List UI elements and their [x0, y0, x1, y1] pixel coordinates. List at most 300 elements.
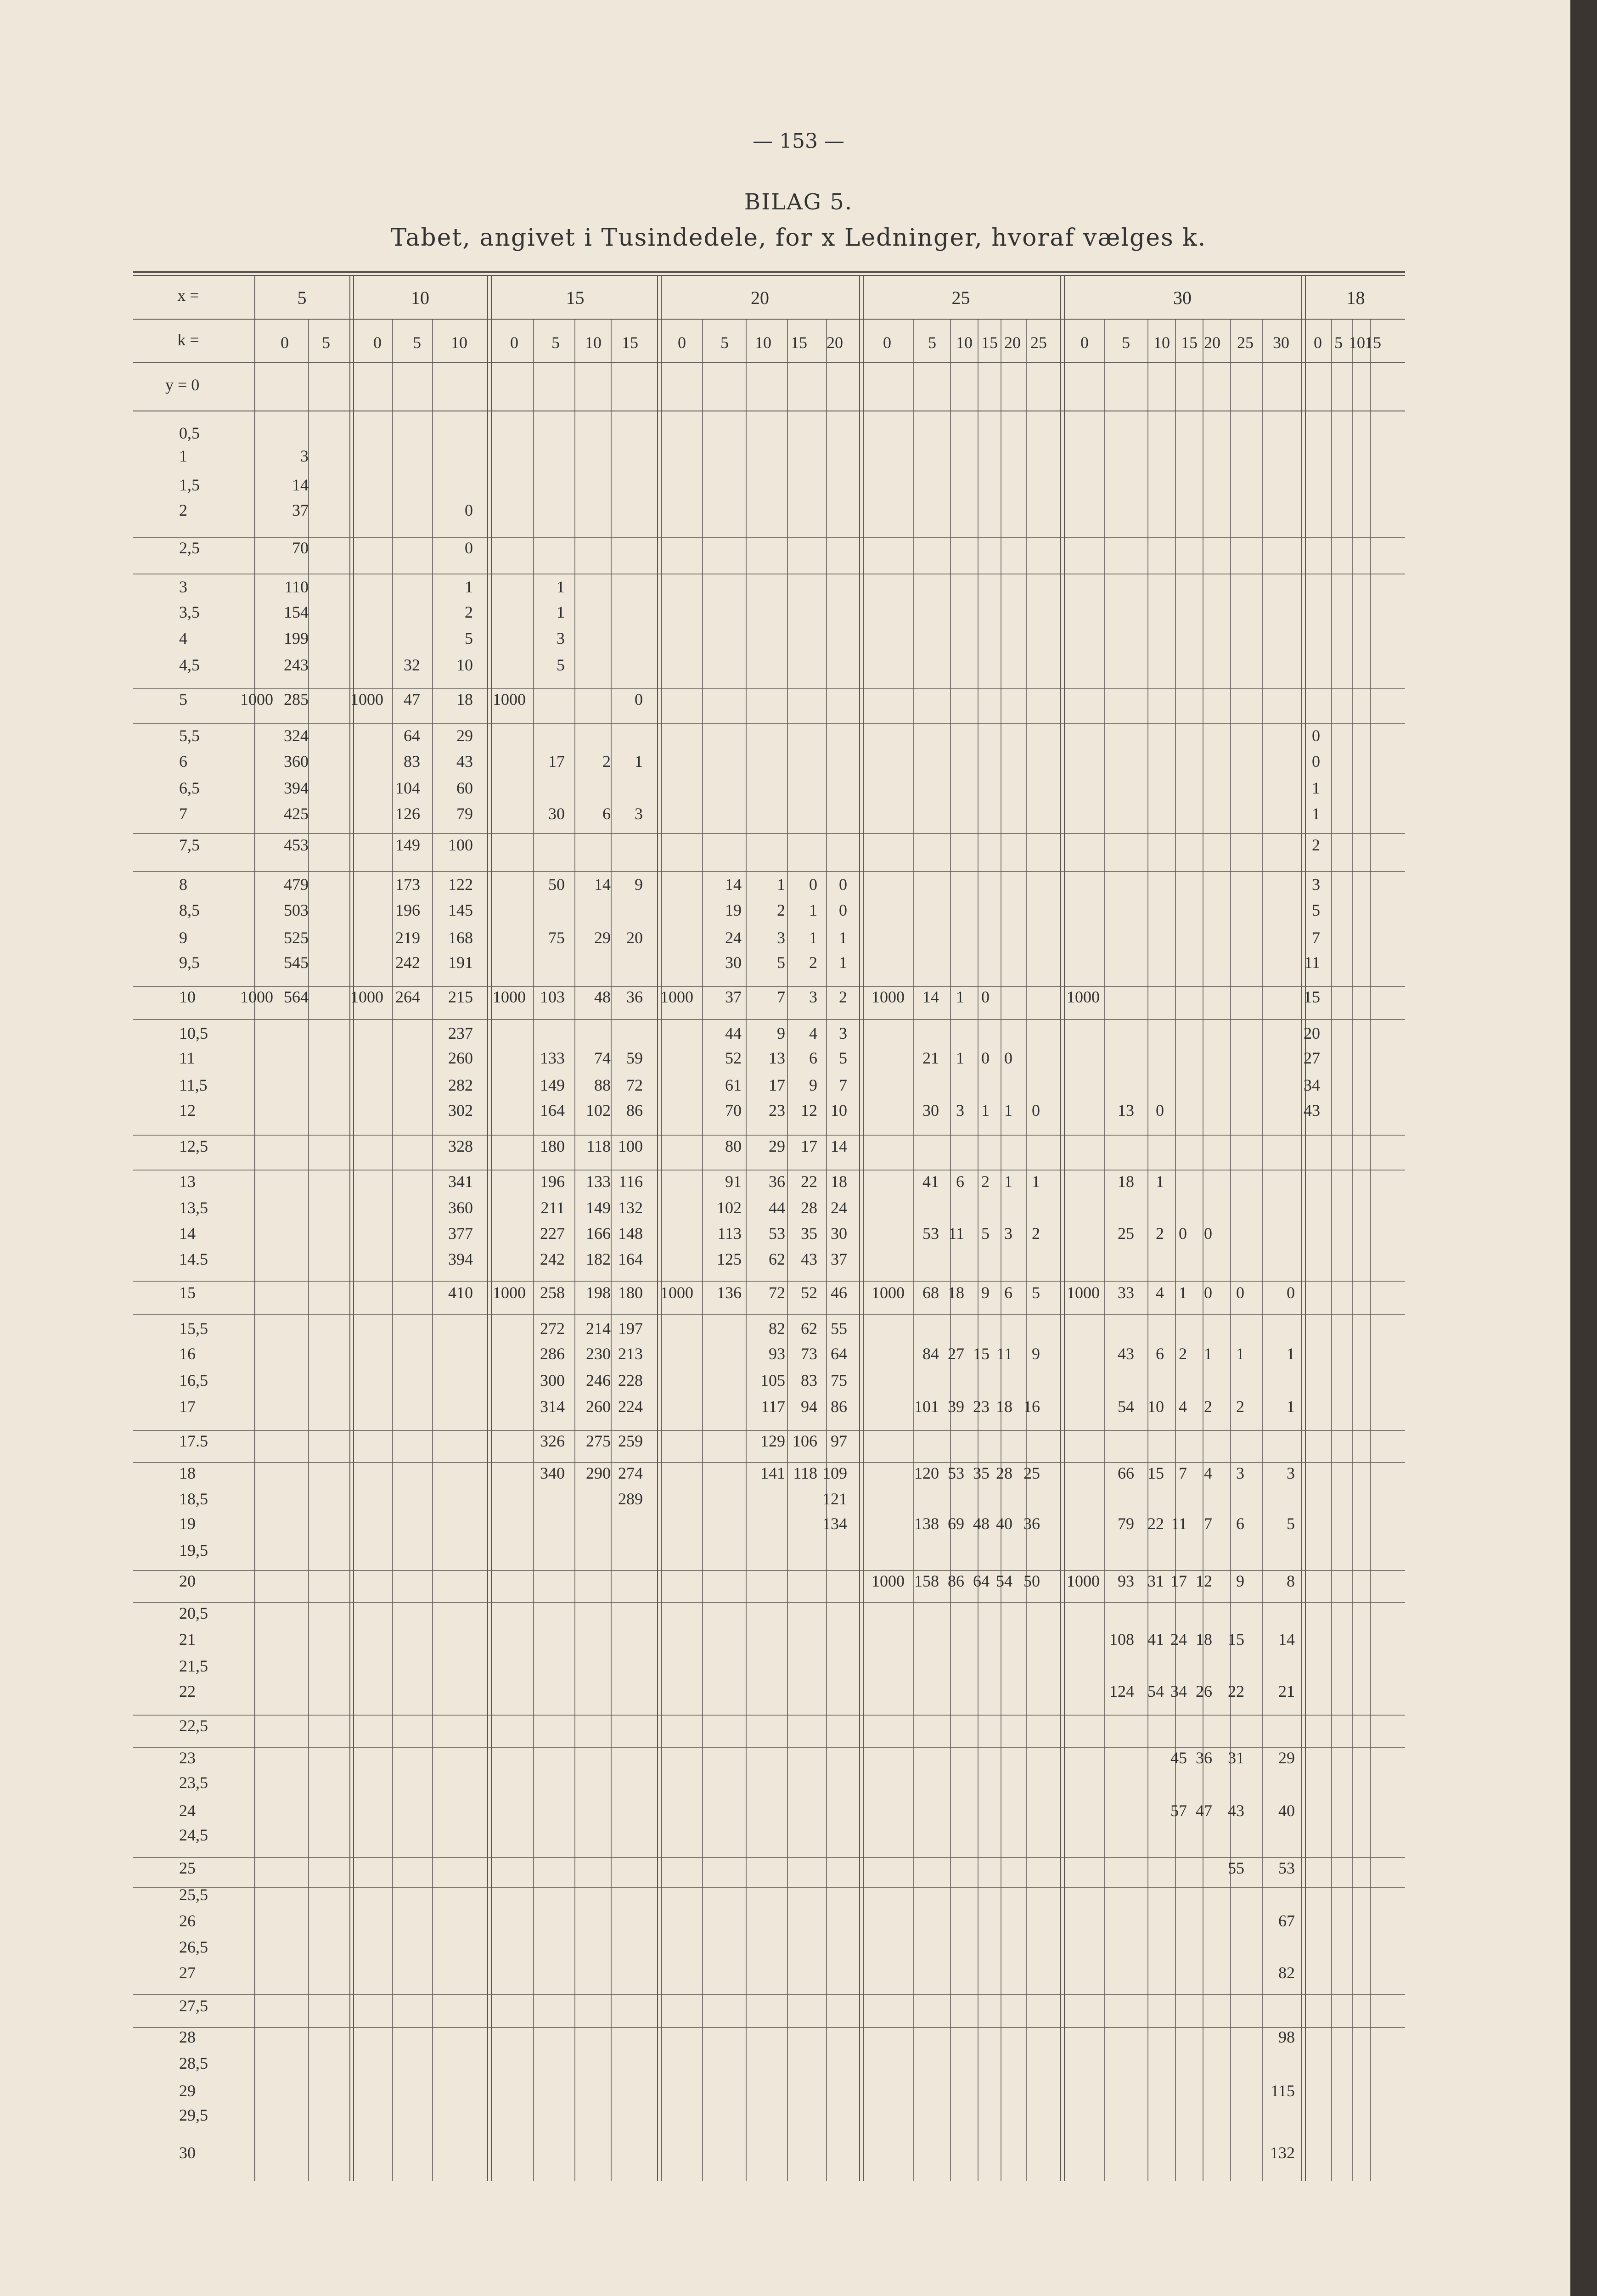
cell-y13-c10: 91 — [725, 1172, 742, 1191]
cell-y16-c12: 73 — [801, 1345, 817, 1363]
cell-y14-5-c4: 394 — [448, 1250, 473, 1268]
cell-y10-c10: 37 — [725, 988, 742, 1006]
cell-y13-c17: 2 — [981, 1172, 990, 1191]
cell-y15-c17: 9 — [981, 1283, 990, 1302]
cell-y11-c27: 27 — [1304, 1049, 1320, 1067]
cell-y13-c21: 18 — [1118, 1172, 1134, 1191]
k-value-x20-k5: 5 — [720, 333, 729, 352]
cell-y6-c3: 83 — [404, 752, 420, 771]
y-value-26-5: 26,5 — [179, 1938, 208, 1956]
cell-y16-c24: 1 — [1204, 1345, 1212, 1363]
cell-y8-5-c13: 0 — [839, 901, 847, 919]
cell-y25-c25: 55 — [1228, 1859, 1244, 1877]
cell-y12-5-c6: 180 — [540, 1137, 565, 1155]
cell-y24-c25: 43 — [1228, 1801, 1244, 1820]
cell-y18-c21: 66 — [1118, 1464, 1134, 1482]
cell-y17-c18: 18 — [996, 1397, 1012, 1416]
k-value-x25-k5: 5 — [928, 333, 936, 352]
cell-y8-c7: 14 — [594, 875, 611, 894]
cell-y11-c15: 21 — [922, 1049, 939, 1067]
cell-y13-5-c12: 28 — [801, 1199, 817, 1217]
cell-y14-c6: 227 — [540, 1224, 565, 1243]
cell-y16-c13: 64 — [831, 1345, 847, 1363]
x-value-x20: 20 — [751, 287, 769, 308]
cell-y17-5-c12: 106 — [793, 1432, 817, 1450]
cell-y10-c16: 1 — [956, 988, 964, 1006]
cell-y16-c17: 15 — [973, 1345, 990, 1363]
k-value-x30-k15: 15 — [1181, 333, 1198, 352]
cell-y4-5-c1: 243 — [284, 656, 309, 674]
cell-y10-c7: 48 — [594, 988, 611, 1006]
cell-y9-c12: 1 — [809, 929, 817, 947]
y-value-15: 15 — [179, 1283, 196, 1302]
cell-y14-5-c8: 164 — [618, 1250, 643, 1268]
y-value-18: 18 — [179, 1464, 196, 1482]
cell-y17-c16: 39 — [948, 1397, 964, 1416]
cell-y23-c24: 36 — [1196, 1749, 1212, 1767]
cell-y12-c21: 13 — [1118, 1101, 1134, 1120]
k-value-x18-k15: 15 — [1365, 333, 1381, 352]
cell-y10-5-c13: 3 — [839, 1024, 847, 1042]
cell-y13-c18: 1 — [1004, 1172, 1012, 1191]
cell-y13-c15: 41 — [922, 1172, 939, 1191]
cell-y11-c6: 133 — [540, 1049, 565, 1067]
cell-y3-c1: 110 — [284, 578, 309, 596]
cell-y17-c13: 86 — [831, 1397, 847, 1416]
cell-y14-c23: 0 — [1179, 1224, 1187, 1243]
cell-y10-c11: 7 — [777, 988, 785, 1006]
cell-y22-c23: 34 — [1170, 1682, 1187, 1700]
x-value-x25: 25 — [951, 287, 970, 308]
cell-y19-c13: 134 — [822, 1514, 847, 1533]
k-value-x25-k10: 10 — [956, 333, 973, 352]
y-value-27-5: 27,5 — [179, 1997, 208, 2015]
cell-y9-c1: 525 — [284, 929, 309, 947]
cell-y8-c12: 0 — [809, 875, 817, 894]
cell-y12-c27: 43 — [1304, 1101, 1320, 1120]
cell-y12-5-c13: 14 — [831, 1137, 847, 1155]
cell-y13-5-c6: 211 — [540, 1199, 565, 1217]
cell-y15-c9: 1000 — [660, 1283, 693, 1302]
cell-y10-5-c11: 9 — [777, 1024, 785, 1042]
y-value-25-5: 25,5 — [179, 1885, 208, 1904]
cell-y12-c15: 30 — [922, 1101, 939, 1120]
cell-y9-5-c10: 30 — [725, 953, 742, 972]
cell-y16-c18: 11 — [996, 1345, 1012, 1363]
cell-y8-5-c12: 1 — [809, 901, 817, 919]
cell-y18-c11: 141 — [760, 1464, 785, 1482]
cell-y29-c26: 115 — [1271, 2082, 1295, 2100]
y-value-6: 6 — [179, 752, 187, 771]
cell-y10-5-c4: 237 — [448, 1024, 473, 1042]
cell-y16-c26: 1 — [1287, 1345, 1295, 1363]
cell-y18-5-c13: 121 — [822, 1490, 847, 1508]
y-value-22: 22 — [179, 1682, 196, 1700]
k-label: k = — [177, 331, 199, 349]
cell-y20-c17: 64 — [973, 1572, 990, 1590]
k-value-x25-k0: 0 — [883, 333, 891, 352]
cell-y23-c26: 29 — [1278, 1749, 1295, 1767]
x-value-x18: 18 — [1346, 287, 1365, 308]
cell-y16-5-c12: 83 — [801, 1371, 817, 1390]
cell-y15-c19: 5 — [1032, 1283, 1040, 1302]
cell-y9-c10: 24 — [725, 929, 742, 947]
y-value-13-5: 13,5 — [179, 1199, 208, 1217]
cell-y13-c6: 196 — [540, 1172, 565, 1191]
cell-y8-5-c4: 145 — [448, 901, 473, 919]
cell-y10-c12: 3 — [809, 988, 817, 1006]
cell-y17-c25: 2 — [1236, 1397, 1244, 1416]
cell-y14-5-c11: 62 — [769, 1250, 785, 1268]
cell-y20-c20: 1000 — [1067, 1572, 1100, 1590]
cell-y25-c26: 53 — [1278, 1859, 1295, 1877]
cell-y16-c6: 286 — [540, 1345, 565, 1363]
cell-y6-5-c27: 1 — [1312, 779, 1320, 797]
cell-y15-c21: 33 — [1118, 1283, 1134, 1302]
cell-y18-5-c8: 289 — [618, 1490, 643, 1508]
y-value-21-5: 21,5 — [179, 1657, 208, 1675]
cell-y14-c11: 53 — [769, 1224, 785, 1243]
cell-y10-c27: 15 — [1304, 988, 1320, 1006]
cell-y15-c18: 6 — [1004, 1283, 1012, 1302]
cell-y8-5-c10: 19 — [725, 901, 742, 919]
cell-y19-c26: 5 — [1287, 1514, 1295, 1533]
cell-y18-c13: 109 — [822, 1464, 847, 1482]
cell-y14-c4: 377 — [448, 1224, 473, 1243]
cell-y21-c22: 41 — [1147, 1630, 1164, 1649]
cell-y18-c8: 274 — [618, 1464, 643, 1482]
cell-y14-5-c7: 182 — [586, 1250, 611, 1268]
cell-y11-c17: 0 — [981, 1049, 990, 1067]
cell-y10-5-c12: 4 — [809, 1024, 817, 1042]
cell-y14-c21: 25 — [1118, 1224, 1134, 1243]
cell-y10-c6: 103 — [540, 988, 565, 1006]
cell-y16-c25: 1 — [1236, 1345, 1244, 1363]
cell-y15-c5: 1000 — [493, 1283, 526, 1302]
k-value-x18-k5: 5 — [1334, 333, 1343, 352]
cell-y6-c1: 360 — [284, 752, 309, 771]
cell-y12-5-c10: 80 — [725, 1137, 742, 1155]
y-value-0-5: 0,5 — [179, 424, 200, 442]
y-value-13: 13 — [179, 1172, 196, 1191]
cell-y18-c22: 15 — [1147, 1464, 1164, 1482]
cell-y7-c6: 30 — [548, 805, 565, 823]
cell-y6-5-c4: 60 — [456, 779, 473, 797]
cell-y7-5-c3: 149 — [395, 836, 420, 854]
k-value-x25-k20: 20 — [1004, 333, 1021, 352]
cell-y15-c7: 198 — [586, 1283, 611, 1302]
k-value-x18-k0: 0 — [1314, 333, 1322, 352]
y-value-25: 25 — [179, 1859, 196, 1877]
cell-y30-c26: 132 — [1270, 2144, 1295, 2162]
cell-y20-c22: 31 — [1147, 1572, 1164, 1590]
cell-y12-c10: 70 — [725, 1101, 742, 1120]
cell-y11-5-c12: 9 — [809, 1076, 817, 1094]
cell-y18-c24: 4 — [1204, 1464, 1212, 1482]
y-value-17-5: 17.5 — [179, 1432, 208, 1450]
cell-y14-5-c13: 37 — [831, 1250, 847, 1268]
cell-y9-5-c3: 242 — [395, 953, 420, 972]
cell-y9-5-c12: 2 — [809, 953, 817, 972]
k-value-x10-k5: 5 — [413, 333, 421, 352]
cell-y1-c1: 3 — [300, 447, 309, 465]
cell-y15-5-c11: 82 — [769, 1319, 785, 1338]
k-value-x30-k25: 25 — [1237, 333, 1254, 352]
cell-y16-c23: 2 — [1179, 1345, 1187, 1363]
k-value-x20-k20: 20 — [827, 333, 843, 352]
cell-y8-5-c1: 503 — [284, 901, 309, 919]
cell-y11-5-c7: 88 — [594, 1076, 611, 1094]
cell-y5-5-c1: 324 — [284, 726, 309, 745]
cell-y17-c15: 101 — [914, 1397, 939, 1416]
cell-y9-c11: 3 — [777, 929, 785, 947]
cell-y11-c7: 74 — [594, 1049, 611, 1067]
cell-y5-c3: 47 — [404, 690, 420, 709]
cell-y14-c10: 113 — [717, 1224, 742, 1243]
cell-y13-c4: 341 — [448, 1172, 473, 1191]
cell-y20-c15: 158 — [914, 1572, 939, 1590]
cell-y20-c19: 50 — [1023, 1572, 1040, 1590]
cell-y18-c26: 3 — [1287, 1464, 1295, 1482]
cell-y5-c0: 1000 — [240, 690, 273, 709]
cell-y4-c4: 5 — [465, 629, 473, 647]
cell-y13-5-c11: 44 — [769, 1199, 785, 1217]
cell-y8-5-c27: 5 — [1312, 901, 1320, 919]
cell-y21-c26: 14 — [1278, 1630, 1295, 1649]
cell-y15-c22: 4 — [1156, 1283, 1164, 1302]
cell-y21-c23: 24 — [1170, 1630, 1187, 1649]
cell-y13-c13: 18 — [831, 1172, 847, 1191]
cell-y10-c1: 564 — [284, 988, 309, 1006]
cell-y9-c4: 168 — [448, 929, 473, 947]
cell-y14-c24: 0 — [1204, 1224, 1212, 1243]
cell-y5-5-c27: 0 — [1312, 726, 1320, 745]
cell-y13-c8: 116 — [619, 1172, 643, 1191]
cell-y15-c16: 18 — [948, 1283, 964, 1302]
cell-y18-c12: 118 — [793, 1464, 817, 1482]
cell-y23-c25: 31 — [1228, 1749, 1244, 1767]
y-value-19: 19 — [179, 1514, 196, 1533]
cell-y8-c27: 3 — [1312, 875, 1320, 894]
cell-y10-c13: 2 — [839, 988, 847, 1006]
cell-y18-c18: 28 — [996, 1464, 1012, 1482]
cell-y13-c22: 1 — [1156, 1172, 1164, 1191]
cell-y16-5-c7: 246 — [586, 1371, 611, 1390]
cell-y17-5-c6: 326 — [540, 1432, 565, 1450]
cell-y22-c25: 22 — [1228, 1682, 1244, 1700]
cell-y6-c7: 2 — [602, 752, 611, 771]
cell-y7-c7: 6 — [602, 805, 611, 823]
cell-y8-c3: 173 — [395, 875, 420, 894]
y-value-17: 17 — [179, 1397, 196, 1416]
cell-y15-c12: 52 — [801, 1283, 817, 1302]
cell-y10-c9: 1000 — [660, 988, 693, 1006]
cell-y11-c11: 13 — [769, 1049, 785, 1067]
cell-y9-c27: 7 — [1312, 929, 1320, 947]
table-caption: Tabet, angivet i Tusindedele, for x Ledninger, hvoraf vælges k. — [390, 224, 1207, 252]
y-value-29-5: 29,5 — [179, 2106, 208, 2124]
x-value-x5: 5 — [297, 287, 307, 308]
cell-y16-5-c13: 75 — [831, 1371, 847, 1390]
cell-y16-c19: 9 — [1032, 1345, 1040, 1363]
cell-y20-c26: 8 — [1287, 1572, 1295, 1590]
cell-y10-c14: 1000 — [872, 988, 905, 1006]
cell-y15-c15: 68 — [922, 1283, 939, 1302]
cell-y19-c19: 36 — [1023, 1514, 1040, 1533]
cell-y19-c24: 7 — [1204, 1514, 1212, 1533]
k-value-x30-k5: 5 — [1122, 333, 1130, 352]
cell-y6-5-c3: 104 — [395, 779, 420, 797]
k-value-x25-k15: 15 — [981, 333, 998, 352]
cell-y13-5-c13: 24 — [831, 1199, 847, 1217]
cell-y10-5-c10: 44 — [725, 1024, 742, 1042]
k-value-x15-k10: 10 — [585, 333, 602, 352]
cell-y7-c1: 425 — [284, 805, 309, 823]
cell-y16-5-c6: 300 — [540, 1371, 565, 1390]
y-value-23: 23 — [179, 1749, 196, 1767]
k-value-x10-k0: 0 — [373, 333, 382, 352]
cell-y28-c26: 98 — [1278, 2028, 1295, 2046]
cell-y10-5-c27: 20 — [1304, 1024, 1320, 1042]
cell-y11-5-c6: 149 — [540, 1076, 565, 1094]
cell-y15-5-c13: 55 — [831, 1319, 847, 1338]
cell-y12-5-c11: 29 — [769, 1137, 785, 1155]
cell-y11-c4: 260 — [448, 1049, 473, 1067]
cell-y11-c13: 5 — [839, 1049, 847, 1067]
cell-y21-c21: 108 — [1109, 1630, 1134, 1649]
cell-y18-c23: 7 — [1179, 1464, 1187, 1482]
cell-y15-c11: 72 — [769, 1283, 785, 1302]
cell-y14-c17: 5 — [981, 1224, 990, 1243]
cell-y17-c12: 94 — [801, 1397, 817, 1416]
cell-y20-c18: 54 — [996, 1572, 1012, 1590]
k-value-x25-k25: 25 — [1030, 333, 1047, 352]
cell-y5-5-c3: 64 — [404, 726, 420, 745]
cell-y17-5-c8: 259 — [618, 1432, 643, 1450]
cell-y4-c6: 3 — [557, 629, 565, 647]
cell-y19-c21: 79 — [1118, 1514, 1134, 1533]
cell-y27-c26: 82 — [1278, 1964, 1295, 1982]
cell-y2-c4: 0 — [465, 501, 473, 519]
cell-y15-c26: 0 — [1287, 1283, 1295, 1302]
cell-y10-c20: 1000 — [1067, 988, 1100, 1006]
cell-y19-c23: 11 — [1171, 1514, 1187, 1533]
cell-y3-5-c4: 2 — [465, 603, 473, 621]
cell-y10-c15: 14 — [922, 988, 939, 1006]
cell-y16-c21: 43 — [1118, 1345, 1134, 1363]
y-value-6-5: 6,5 — [179, 779, 200, 797]
y-value-18-5: 18,5 — [179, 1490, 208, 1508]
cell-y9-5-c27: 11 — [1304, 953, 1320, 972]
page-number: — 153 — — [753, 129, 844, 153]
cell-y19-c16: 69 — [948, 1514, 964, 1533]
y-value-9-5: 9,5 — [179, 953, 200, 972]
cell-y5-c1: 285 — [284, 690, 309, 709]
cell-y13-5-c8: 132 — [618, 1199, 643, 1217]
cell-y14-5-c6: 242 — [540, 1250, 565, 1268]
cell-y13-5-c4: 360 — [448, 1199, 473, 1217]
cell-y26-c26: 67 — [1278, 1912, 1295, 1930]
cell-y10-c4: 215 — [448, 988, 473, 1006]
cell-y7-5-c4: 100 — [448, 836, 473, 854]
cell-y16-c11: 93 — [769, 1345, 785, 1363]
cell-y14-c22: 2 — [1156, 1224, 1164, 1243]
cell-y8-5-c11: 2 — [777, 901, 785, 919]
cell-y19-c15: 138 — [914, 1514, 939, 1533]
cell-y2-c1: 37 — [292, 501, 309, 519]
cell-y16-c8: 213 — [618, 1345, 643, 1363]
cell-y14-c16: 11 — [948, 1224, 964, 1243]
cell-y17-c17: 23 — [973, 1397, 990, 1416]
y-value-26: 26 — [179, 1912, 196, 1930]
k-value-x20-k10: 10 — [755, 333, 771, 352]
y-value-21: 21 — [179, 1630, 196, 1649]
cell-y11-5-c13: 7 — [839, 1076, 847, 1094]
cell-y20-c21: 93 — [1118, 1572, 1134, 1590]
k-value-x5-k5: 5 — [322, 333, 330, 352]
y-value-1: 1 — [179, 447, 187, 465]
cell-y5-c2: 1000 — [350, 690, 383, 709]
cell-y14-c7: 166 — [586, 1224, 611, 1243]
cell-y19-c17: 48 — [973, 1514, 990, 1533]
cell-y16-5-c8: 228 — [618, 1371, 643, 1390]
cell-y10-c0: 1000 — [240, 988, 273, 1006]
cell-y15-c6: 258 — [540, 1283, 565, 1302]
cell-y17-c6: 314 — [540, 1397, 565, 1416]
cell-y7-c27: 1 — [1312, 805, 1320, 823]
cell-y3-c6: 1 — [557, 578, 565, 596]
cell-y9-c6: 75 — [548, 929, 565, 947]
y-value-9: 9 — [179, 929, 187, 947]
cell-y3-5-c6: 1 — [557, 603, 565, 621]
cell-y24-c24: 47 — [1196, 1801, 1212, 1820]
cell-y8-c4: 122 — [448, 875, 473, 894]
cell-y13-c7: 133 — [586, 1172, 611, 1191]
cell-y6-c27: 0 — [1312, 752, 1320, 771]
cell-y10-c17: 0 — [981, 988, 990, 1006]
cell-y17-c19: 16 — [1023, 1397, 1040, 1416]
cell-y5-5-c4: 29 — [456, 726, 473, 745]
y-value-3: 3 — [179, 578, 187, 596]
cell-y9-5-c11: 5 — [777, 953, 785, 972]
cell-y20-c24: 12 — [1196, 1572, 1212, 1590]
cell-y11-c8: 59 — [626, 1049, 643, 1067]
y-value-24: 24 — [179, 1801, 196, 1820]
cell-y17-c23: 4 — [1179, 1397, 1187, 1416]
cell-y15-c8: 180 — [618, 1283, 643, 1302]
cell-y9-c8: 20 — [626, 929, 643, 947]
cell-y2-5-c1: 70 — [292, 539, 309, 557]
cell-y9-5-c1: 545 — [284, 953, 309, 972]
cell-y4-5-c3: 32 — [404, 656, 420, 674]
cell-y12-5-c8: 100 — [618, 1137, 643, 1155]
cell-y11-5-c8: 72 — [626, 1076, 643, 1094]
cell-y18-c6: 340 — [540, 1464, 565, 1482]
cell-y18-c7: 290 — [586, 1464, 611, 1482]
cell-y12-c6: 164 — [540, 1101, 565, 1120]
cell-y11-c18: 0 — [1004, 1049, 1012, 1067]
y-value-14: 14 — [179, 1224, 196, 1243]
cell-y8-c11: 1 — [777, 875, 785, 894]
cell-y7-5-c1: 453 — [284, 836, 309, 854]
k-value-x5-k0: 0 — [281, 333, 289, 352]
cell-y17-c8: 224 — [618, 1397, 643, 1416]
cell-y15-5-c7: 214 — [586, 1319, 611, 1338]
k-value-x15-k5: 5 — [551, 333, 560, 352]
cell-y14-c12: 35 — [801, 1224, 817, 1243]
y-value-3-5: 3,5 — [179, 603, 200, 621]
k-value-x15-k0: 0 — [510, 333, 518, 352]
